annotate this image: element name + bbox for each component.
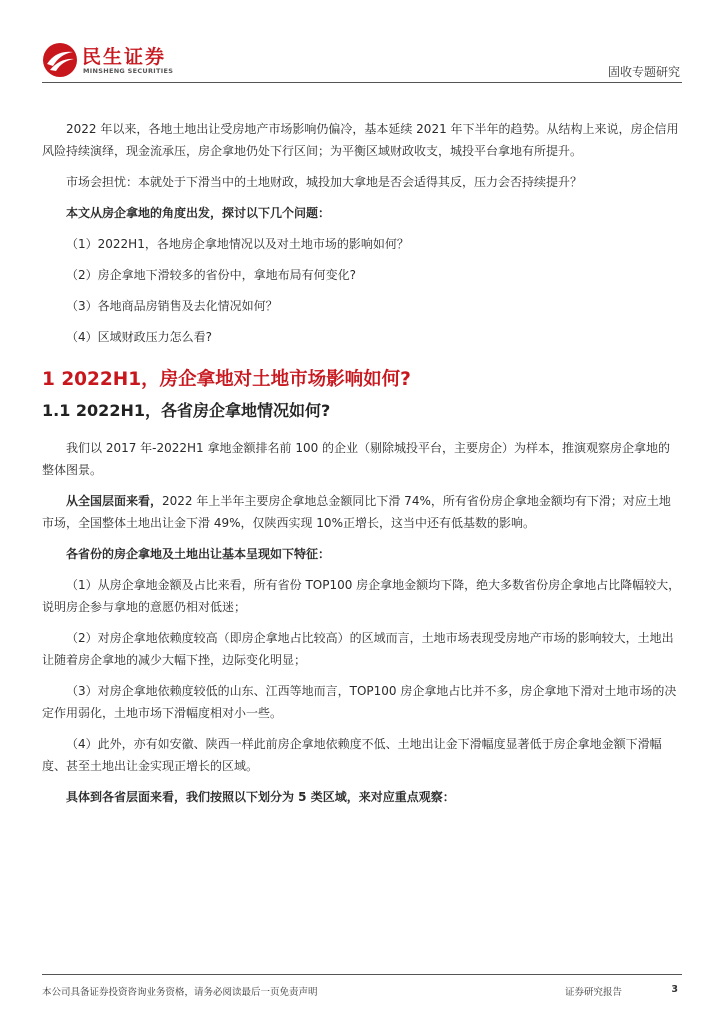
section-paragraph-sample: 我们以 2017 年-2022H1 拿地金额排名前 100 的企业（剔除城投平台，主要房企）为样本，推演观察房企拿地的整体图景。 [42, 441, 671, 477]
logo-chinese-name: 民生证券 [82, 46, 167, 68]
section-paragraph-national [42, 490, 682, 534]
question-item-3: （3）各地商品房销售及去化情况如何？ [66, 299, 278, 313]
intro-paragraph-1: 2022 年以来，各地土地出让受房地产市场影响仍偏冷，基本延续 2021 年下半年的趋势。从结构上来说，房企信用风险持续演绎，现金流承压，房企拿地仍处下行区间；为平衡区域财政收支，城投平台拿地有所提升。 [42, 122, 679, 158]
section-heading-1: 1 2022H1，房企拿地对土地市场影响如何? [42, 369, 411, 390]
feature-4: （4）此外，亦有如安徽、陕西一样此前房企拿地依赖度不低、土地出让金下滑幅度显著低于房企拿地金额下滑幅度、甚至土地出让金实现正增长的区域。 [42, 737, 662, 773]
feature-2: （2）对房企拿地依赖度较高（即房企拿地占比较高）的区域而言，土地市场表现受房地产市场的影响较大，土地出让随着房企拿地的减少大幅下挫，边际变化明显； [42, 631, 674, 667]
subsection-heading-1-1: 1.1 2022H1，各省房企拿地情况如何? [42, 401, 331, 420]
page-body [42, 118, 682, 817]
feature-3: （3）对房企拿地依赖度较低的山东、江西等地而言，TOP100 房企拿地占比并不多，房企拿地下滑对土地市场的决定作用弱化，土地市场下滑幅度相对小一些。 [42, 684, 677, 720]
question-item-2: （2）房企拿地下滑较多的省份中，拿地布局有何变化? [66, 268, 357, 282]
footer-divider [42, 974, 682, 975]
minsheng-logo-icon [42, 42, 78, 78]
feature-1: （1）从房企拿地金额及占比来看，所有省份 TOP100 房企拿地金额均下降，绝大多数省份房企拿地占比降幅较大，说明房企参与拿地的意愿仍相对低迷； [42, 578, 681, 614]
footer-disclaimer: 本公司具备证券投资咨询业务资格，请务必阅读最后一页免责声明 [42, 987, 318, 998]
features-lead: 各省份的房企拿地及土地出让基本呈现如下特征： [66, 547, 331, 561]
report-category: 固收专题研究 [607, 65, 680, 79]
company-logo [42, 42, 182, 80]
intro-question-lead: 本文从房企拿地的角度出发，探讨以下几个问题： [66, 206, 331, 220]
intro-paragraph-2: 市场会担忧：本就处于下滑当中的土地财政，城投加大拿地是否会适得其反，压力会否持续提升？ [66, 175, 583, 189]
national-lead: 从全国层面来看， [66, 494, 163, 508]
header-divider [42, 82, 682, 83]
page-header [0, 0, 724, 90]
national-body: 2022 年上半年主要房企拿地总金额同比下滑 74%，所有省份房企拿地金额均有下滑；对应土地市场，全国整体土地出让金下滑 49%，仅陕西实现 10%正增长，这当中还有低基数的影响。 [42, 494, 671, 530]
logo-english-name: MINSHENG SECURITIES [83, 67, 174, 75]
question-item-1: （1）2022H1，各地房企拿地情况以及对土地市场的影响如何？ [66, 237, 409, 251]
regions-lead: 具体到各省层面来看，我们按照以下划分为 5 类区域，来对应重点观察： [66, 790, 455, 804]
question-item-4: （4）区域财政压力怎么看? [66, 330, 213, 344]
page-number: 3 [671, 984, 678, 995]
footer-report-label: 证券研究报告 [565, 987, 623, 998]
